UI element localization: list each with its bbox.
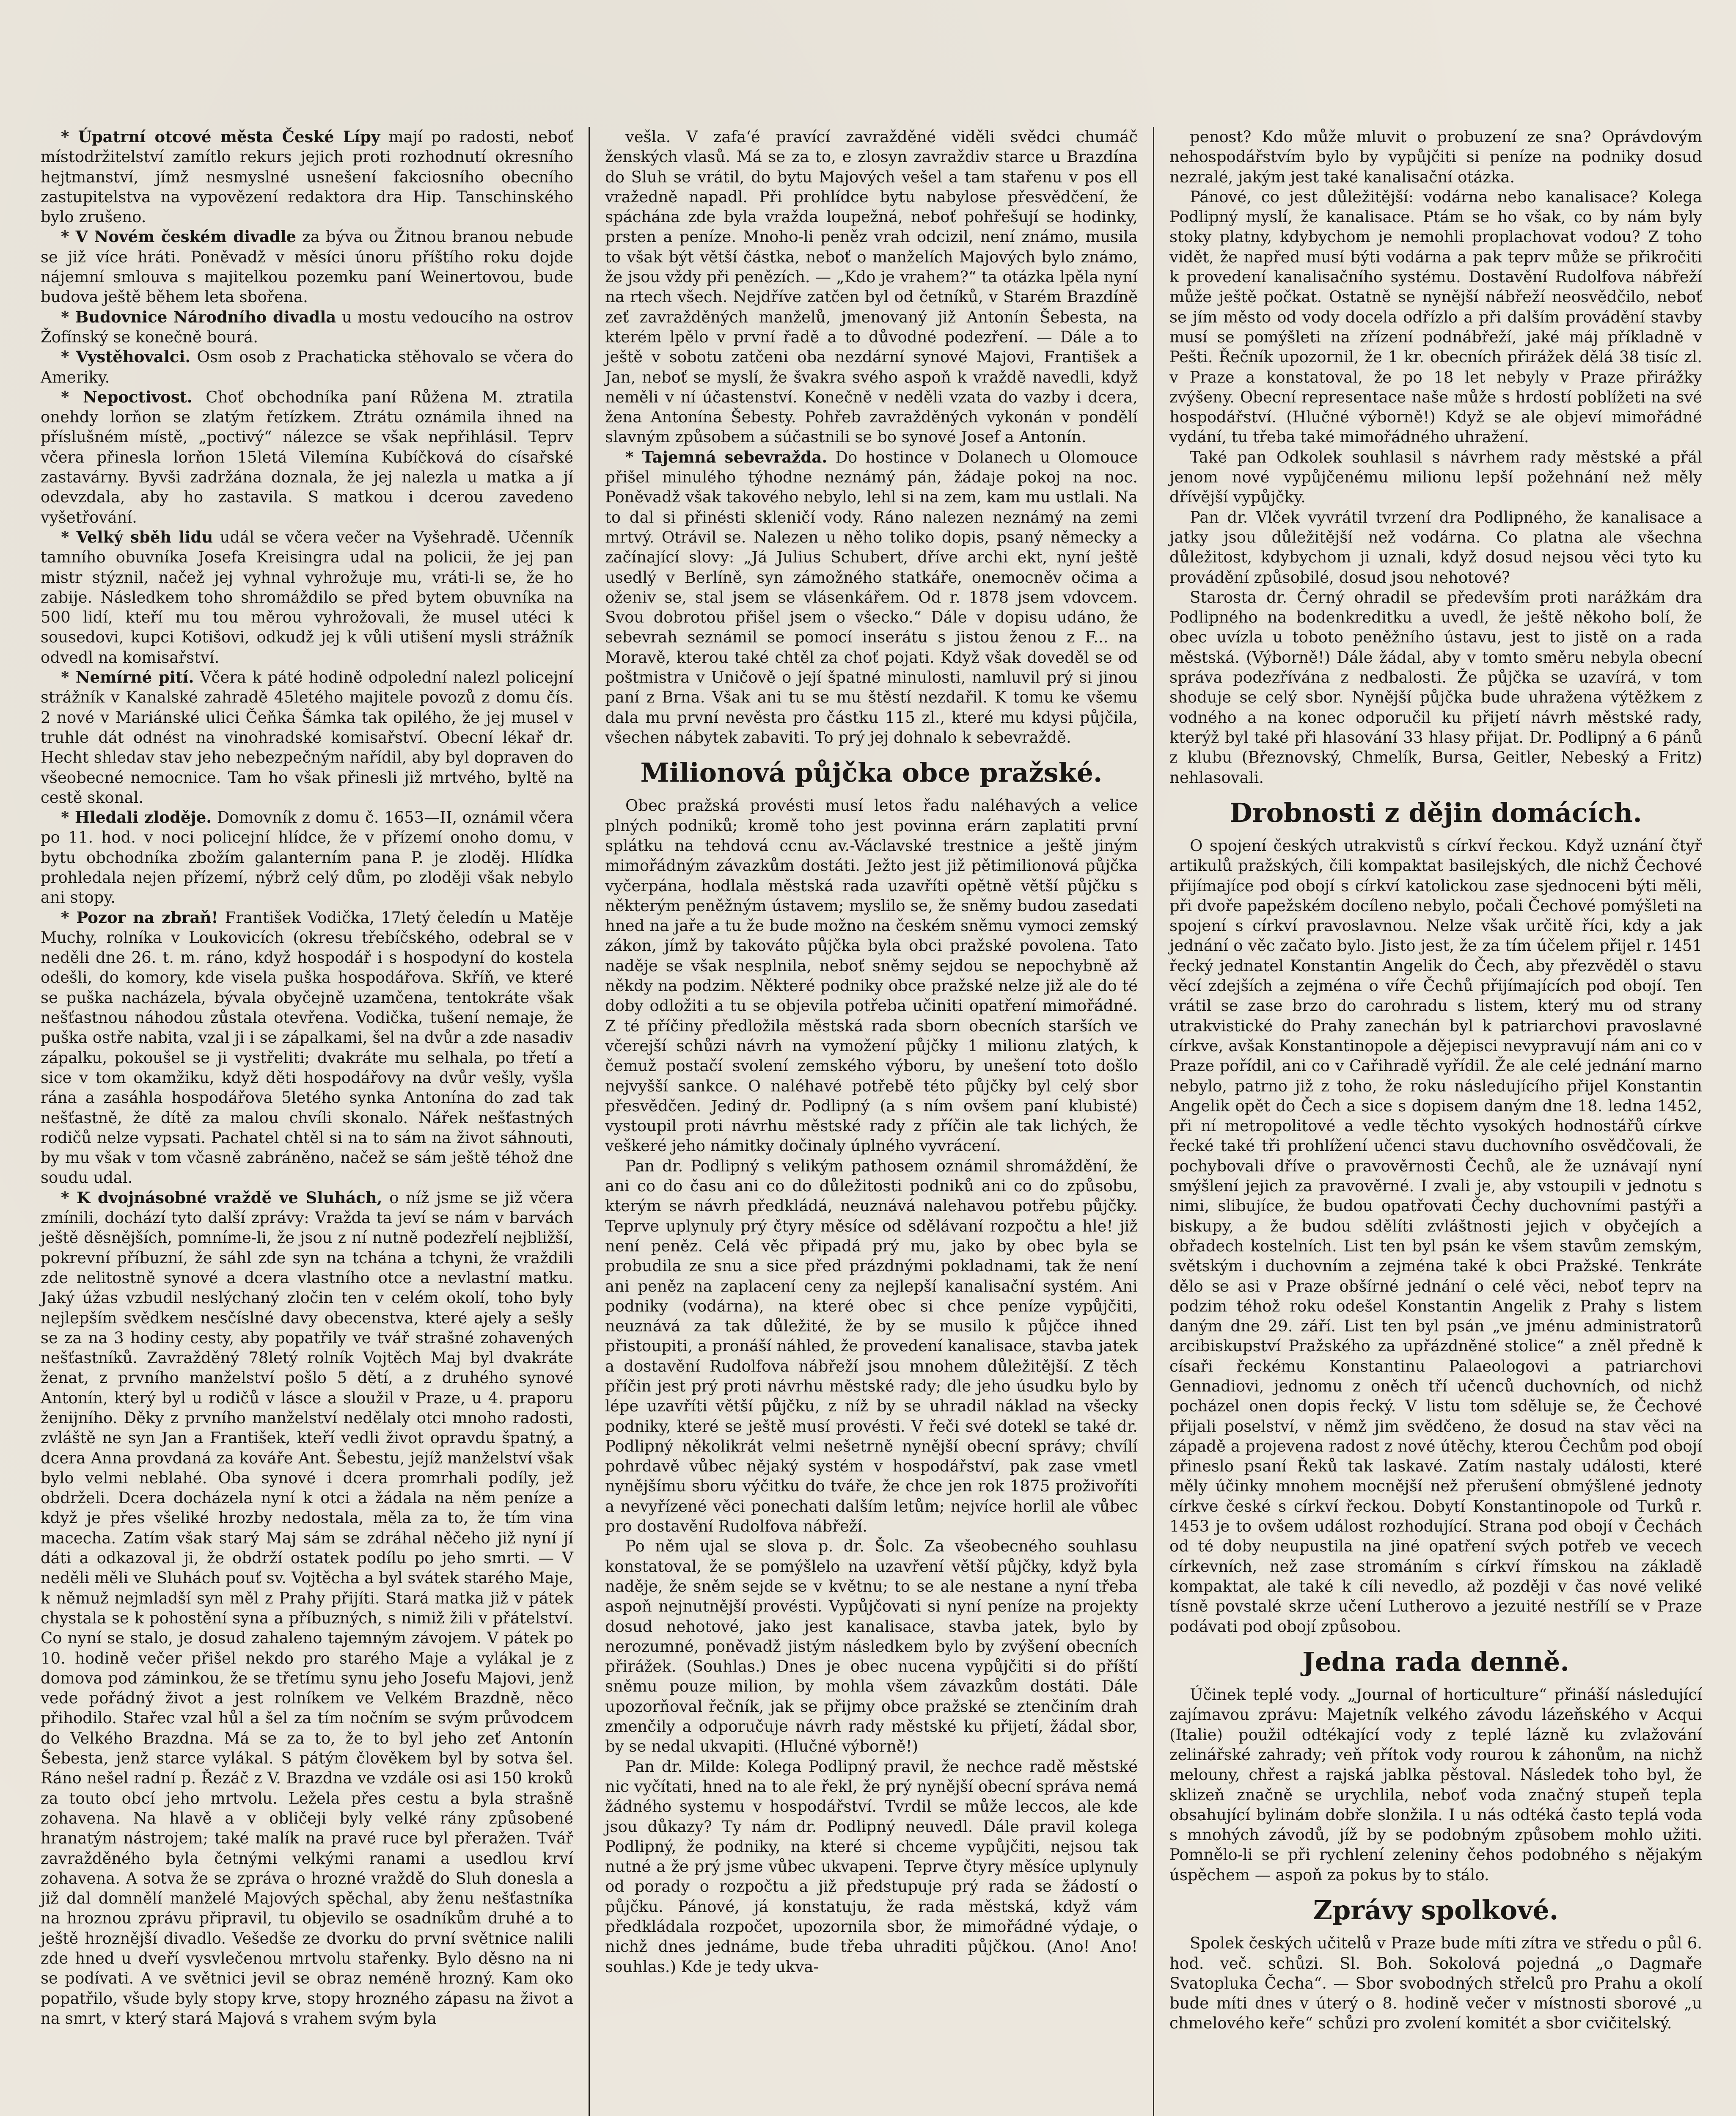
- news-paragraph: [41, 527, 573, 667]
- paragraph-lead: * Budovnice Národního divadla: [61, 307, 336, 326]
- paragraph-lead: * Velký sběh lidu: [61, 527, 213, 546]
- paragraph-lead: * Nemírné pití.: [61, 668, 194, 687]
- news-paragraph: [605, 447, 1138, 747]
- paragraph-lead: * Vystěhovalci.: [61, 347, 191, 366]
- paragraph-lead: * Úpatrní otcové města České Lípy: [61, 127, 380, 146]
- paragraph-lead: * Tajemná sebevražda.: [625, 447, 828, 466]
- paragraph-text: penost? Kdo může mluvit o probuzení ze sna? Oprávdovým nehospodářstvím bylo by vypůjčiti si peníze na podniky dosud nezralé, jakým jest také kanalisační otázka.: [1169, 128, 1702, 186]
- section-title-drobnosti: Drobnosti z dějin domácích.: [1230, 797, 1642, 828]
- paragraph-text: o níž jsme se již včera zmínili, dochází tyto další zprávy: Vražda ta jeví se nám v barvách ještě děsnějších, pomníme-li, že jsou z ní nutně podezřelí nejbližší, pokrevní příbuzní, že sáhl zde syn na tchána a tchyni, že vraždili zde nelitostně synové a dcera vlastního otce a nevlastní matku. Jaký úžas vzbudil neslýchaný zločin ten v celém okolí, toho byly nejlepším svědkem nesčíslné davy obecenstva, které ajely a sešly se za na 3 hodiny cesty, aby popatřily ve tvář strašné zohavených nešťastníků. Zavražděný 78letý rolník Vojtěch Maj byl dvakráte ženat, z prvního manželství pošlo 5 dětí, a z druhého synové Antonín, který byl u rodičů v lásce a sloužil v Praze, u 4. praporu ženijního. Děky z prvního manželství nedělaly otci mnoho radosti, zvláště ne syn Jan a František, kteří vedli život opravdu špatný, a dcera Anna provdaná za kováře Ant. Šebestu, jejíž manželství však bylo velmi neblahé. Oba synové i dcera promrhali podíly, jež obdrželi. Dcera docházela nyní k otci a žádala na něm peníze a když je přes všeliké hrozby nedostala, měla za to, že tím vina macecha. Zatím však starý Maj sám se zdráhal něčeho již nyní jí dáti a odkazoval ji, že obdrží ostatek podílu po jeho smrti. — V neděli měli ve Sluhách pouť sv. Vojtěcha a byl svátek starého Maje, k němuž nejmladší syn měl z Prahy přijíti. Stará matka již v pátek chystala se k pohostění syna a příbuzných, s nimiž žili v přátelství. Co nyní se stalo, je dosud zahaleno tajemným závojem. V pátek po 10. hodině večer přišel nekdo pro starého Maje a vylákal je z domova pod záminkou, že se třetímu synu jeho Josefu Majovi, jenž vede pořádný život a jest rolníkem ve Velkém Brazdně, něco přihodilo. Stařec vzal hůl a šel za tím nočním se svým průvodcem do Velkého Brazdna. Má se za to, že to byl jeho zeť Antonín Šebesta, jenž starce vylákal. S pátým člověkem byl by sotva šel. Ráno nešel radní p. Řezáč z V. Brazdna ve vzdále osi asi 150 kroků za touto obcí jeho mrtvolu. Ležela přes cestu a byla strašně zohavena. Na hlavě a v obličeji byly velké rány způsobené hranatým nástrojem; také malík na pravé ruce byl přeražen. Tvář zavražděného byla četnými velkými ranami a usedlou krví zohavena. A sotva že se zpráva o hrozné vraždě do Sluh donesla a již dal domnělí manželé Majových spěchal, aby ženu nešťastníka na hroznou zprávu připravil, tu objevilo se osadníkům druhé a to ještě hroznější divadlo. Vešedše ze dvorku do první světnice nalili zde hned u dveří vysvlečenou mrtvolu stařenky. Bylo děsno na ni se podívati. A ve světnici jevil se obraz neméně hrozný. Kam oko popatřilo, všude byly stopy krve, stopy hrozného zápasu na život a na smrt, v který stará Majová s vrahem svým byla: [41, 1188, 573, 2028]
- paragraph-text: za býva ou Žitnou branou nebude se již více hráti. Poněvadž v měsíci únoru příštího roku dojde nájemní smlouva s majitelkou pozemku paní Weinertovou, bude budova ještě během leta sbořena.: [41, 228, 573, 306]
- paragraph-text: vešla. V zafa‘é pravící zavražděné viděli svědci chumáč ženských vlasů. Má se za to, e zlosyn zavraždiv starce u Brazdína do Sluh se vrátil, do bytu Majových vešel a tam stařenu v pos ell vražedně napadl. Při prohlídce bytu nabylose přesvědčení, že spáchána zde byla vražda loupežná, neboť pohřešují se hodinky, prsten a peníze. Mnoho-li peněz vrah odcizil, není známo, musila to však být větší částka, neboť o manželích Majových bylo známo, že jsou vždy při penězích. — „Kdo je vrahem?“ ta otázka lpěla nyní na rtech všech. Nejdříve zatčen byl od četníků, v Starém Brazdíně zeť zavražděných manželů, jmenovaný již Antonín Šebesta, na kterém lpělo v první řadě a to důvodné podezření. — Dále a to ještě v sobotu zatčeni oba nezdární synové Majovi, František a Jan, neboť se myslí, že švakra svého aspoň k vraždě navedli, když neměli v ní účastenství. Konečně v neděli vzata do vazby i dcera, žena Antonína Šebesty. Pohřeb zavražděných vykonán v pondělí slavným způsobem a súčastnili se bo synové Josef a Antonín.: [605, 128, 1138, 446]
- news-paragraph: [41, 1188, 573, 2028]
- paragraph-text: mají po radosti, neboť místodržitelství zamítlo rekurs jejich proti rozhodnutí okresního hejtmanství, jímž nesmyslné usnešení fakciosního obecního zastupitelstva na vypovězení redaktora dra Hip. Tanschinského bylo zrušeno.: [41, 128, 573, 226]
- news-paragraph: [41, 667, 573, 807]
- news-paragraph: [41, 347, 573, 387]
- news-paragraph: [1169, 587, 1702, 788]
- news-paragraph: [1169, 187, 1702, 447]
- paragraph-lead: * Nepoctivost.: [61, 387, 193, 406]
- paragraph-text: Pan dr. Podlipný s velikým pathosem oznámil shromáždění, že ani co do času ani co do důležitosti podniků ani co do způsobu, kterým se návrh předkládá, neuznává nalehavou potřebu půjčky. Teprve uplynuly prý čtyry měsíce od sdělávaní rozpočtu a hle! již není peněz. Celá věc připadá prý mu, jako by obec byla se probudila ze snu a sice před prázdnými pokladnami, tak že není ani peněz na zaplacení ceny za nejlepší kanalisační systém. Ani podniky (vodárna), na které obec si chce peníze vypůjčiti, neuznává za tak důležité, že by se musilo k půjčce ihned přistoupiti, a pronáší náhled, že provedení kanalisace, stavba jatek a dostavění Rudolfova nábřeží jsou mnohem důležitější. Z těch příčin jest prý proti návrhu městské rady; dle jeho úsudku bylo by lépe uzavříti větší půjčku, z níž by se uhradil náklad na všecky podniky, které se ještě musí provésti. V řeči své dotekl se také dr. Podlipný několikrát velmi nešetrně nynější obecní správy; chvílí pohrdavě vůbec nějaký systém v hospodářství, pak zase vmetl nynějšímu sboru výčitku do tváře, že chce jen rok 1875 proživoříti a nevyřízené věci ponechati dalším letům; nejvíce horlil ale vůbec pro dostavění Rudolfova nábřeží.: [605, 1157, 1138, 1536]
- news-paragraph: [41, 387, 573, 527]
- news-paragraph: [41, 908, 573, 1188]
- paragraph-text: Také pan Odkolek souhlasil s návrhem rady městské a přál jenom nové vypůjčenému milionu lepší požehnání než měly dřívější vypůjčky.: [1169, 448, 1702, 507]
- news-paragraph: [605, 127, 1138, 447]
- article-title-milionova-pujcka: Milionová půjčka obce pražské.: [640, 757, 1103, 788]
- news-paragraph: [605, 1536, 1138, 1756]
- news-paragraph: [605, 1757, 1138, 1977]
- news-paragraph: [1169, 447, 1702, 507]
- paragraph-lead: * K dvojnásobné vraždě ve Sluhách,: [61, 1188, 382, 1207]
- paragraph-text: Starosta dr. Černý ohradil se především proti narážkám dra Podlipného na bodenkreditku a uvedl, že ještě někoho bolí, že obec uvízla u toboto peněžního ústavu, jest to jistě on a rada městská. (Výborně!) Dále žádal, aby v tomto směru nebyla obecní správa podezřívána z nedbalosti. Že půjčka se uzavírá, v tom shoduje se celý sbor. Nynější půjčka bude uhražena výtěžkem z vodného a na konec odporučil ku přijetí návrh městské rady, kterýž byl také při hlasování 33 hlasy přijat. Dr. Podlipný a 6 pánů z klubu (Březnovský, Chmelík, Bursa, Geitler, Nebeský a Fritz) nehlasovali.: [1169, 588, 1702, 787]
- paragraph-text: Pan dr. Vlček vyvrátil tvrzení dra Podlipného, že kanalisace a jatky jsou důležitější než vodárna. Co platna ale všechna důležitost, kdybychom ji uznali, když dosud nejsou věci tyto ku provádění způsobilé, dosud jsou nehotové?: [1169, 508, 1702, 587]
- column-3: [1153, 127, 1711, 2116]
- paragraph-text: Účinek teplé vody. „Journal of horticulture“ přináší následující zajímavou zprávu: Majetník velkého závodu lázeňského v Acqui (Italie) použil odtékající vody z teplé lázně ku zvlažování zelinářské zahrady; veň přítok vody rourou k záhonům, na nichž melouny, chřest a rajská jablka pěstoval. Následek toho byl, že sklizeň značně se urychlila, neboť voda značný stupeň tepla obsahující bylinám dobře slonžila. I u nás odtéká často teplá voda s mnohých závodů, jíž by se podobným způsobem mohlo užiti. Pomnělo-li se při rychlení zeleniny čehos podobného s nějakým úspěchem — aspoň za pokus by to stálo.: [1169, 1686, 1702, 1884]
- section-title-jedna-rada: Jedna rada denně.: [1302, 1646, 1569, 1677]
- column-1: [25, 127, 589, 2116]
- paragraph-text: František Vodička, 17letý čeledín u Matěje Muchy, rolníka v Loukovicích (okresu třebíčského, odebral se v neděli dne 26. t. m. ráno, když hospodář i s hospodyní do kostela odešli, do komory, kde visela puška hospodářova. Skříň, ve které se puška nacházela, bývala obyčejně uzamčena, tentokráte však nešťastnou náhodou zůstala otevřena. Vodička, tušení nemaje, že puška ostře nabita, vzal ji i se zápalkami, šel na dvůr a zde nasadiv zápalku, pokoušel se ji vystřeliti; dvakráte mu selhala, po třetí a sice v tom okamžiku, když děti hospodářovy na dvůr vešly, vyšla rána a zasáhla hospodářova 5letého synka Antonína do zad tak nešťastně, že dítě za malou chvíli skonalo. Nářek nešťastných rodičů nelze vypsati. Pachatel chtěl si na to sám na život sáhnouti, by mu však v tom včasně zabráněno, načež se sám ještě téhož dne soudu udal.: [41, 908, 573, 1187]
- paragraph-text: Spolek českých učitelů v Praze bude míti zítra ve středu o půl 6. hod. več. schůzi. Sl. Boh. Sokolová pojedná „o Dagmaře Svatopluka Čecha“. — Sbor svobodných střelců pro Prahu a okolí bude míti dnes v úterý o 8. hodině večer v místnosti sborové „u chmelového keře“ schůzi pro zvolení komitét a sbor cvičitelský.: [1169, 1934, 1702, 2033]
- paragraph-text: Osm osob z Prachaticka stěhovalo se včera do Ameriky.: [41, 348, 573, 386]
- paragraph-text: O spojení českých utrakvistů s církví řeckou. Když uznání čtyř artikulů pražských, čili kompaktat basilejských, dle nichž Čechové přijímajíce pod obojí s církví katolickou zase sjednoceni býti měli, při dvoře papežském docíleno nebylo, počali Čechové pomýšleti na spojení s církví pravoslavnou. Nelze však určitě říci, kdy a jak jednání o věc začato bylo. Jisto jest, že za tím účelem přijel r. 1451 řecký jednatel Konstantin Angelik do Čech, aby přezvěděl o stavu věcí zdejších a zejména o víře Čechů přijímajících pod obojí. Ten vrátil se zase brzo do carohradu s listem, který mu od strany utrakvistické do Prahy zanechán byl k patriarchovi pravoslavné církve, avšak Konstantinopole a dějepisci nevypravují nám ani co v Praze pořídil, ani co v Cařihradě vyřídil. Že ale celé jednání marno nebylo, patrno již z toho, že roku následujícího přijel Konstantin Angelik opět do Čech a sice s dopisem daným dne 18. ledna 1452, při ní metropolitové a vedle těchto vysokých hodnostářů církve řecké také tři prohlížení učenci stavu duchovního osvědčovali, že pochybovali dříve o pravověrnosti Čechů, ale že uznávají nyní smýšlení jejich za pravověrné. I zvali je, aby vstoupili v jednotu s nimi, slibujíce, že budou opatřovati Čechy duchovními pastýři a biskupy, a že budou sdělíti zvláštnosti jejich v obyčejích a obřadech kostelních. List ten byl psán ke všem stavům zemským, světským i duchovním a zejména také k obci Pražské. Tenkráte dělo se asi v Praze obšírné jednání o celé věci, neboť teprv na podzim téhož roku odešel Konstantin Angelik z Prahy s listem daným dne 29. září. List ten byl psán „ve jménu administratorů arcibiskupství Pražského za upřázdněné stolice“ a zněl předně k císaři řeckému Konstantinu Palaeologovi a patriarchovi Gennadiovi, jednomu z oněch tří učenců duchovních, od nichž pocházel onen dopis řecký. V listu tom sděluje se, že Čechové přijali poselství, v němž jim svědčeno, že dosud na stav věci na západě a projevena radost z nové útěchy, kterou Čechům pod obojí přineslo psaní Řeků tak laskavé. Zatím nastaly události, které měly účinky mnohem mocnější než přerušení obmýšlené jednoty církve české s církví řeckou. Dobytí Konstantinopole od Turků r. 1453 je to ovšem událost rozhodující. Strana pod obojí v Čechách od té doby neupustila na jiné opatření svých potřeb ve vecech církevních, než zase strománím s církví římskou na základě kompaktat, ale také k cíli nevedlo, až později v čas nové veliké tísně povstalé skrze učení Lutherovo a jezuité nestřílí se v Praze podávati pod obojí způsobou.: [1169, 836, 1702, 1636]
- paragraph-text: Choť obchodníka paní Růžena M. ztratila onehdy lorňon se zlatým řetízkem. Ztrátu oznámila ihned na příslušném místě, „poctivý“ nálezce se však nepřihlásil. Teprv včera přinesla lorňon 15letá Vilemína Kubíčková do císařské zastavárny. Byvši zadržána doznala, že jej nalezla u matka a jí odevzdala, aby ho zastavila. S matkou i dcerou zavedeno vyšetřování.: [41, 388, 573, 526]
- columns: [25, 127, 1711, 2116]
- paragraph-text: Obec pražská provésti musí letos řadu naléhavých a velice plných podniků; kromě toho jest povinna erárn zaplatiti první splátku na tehdová ccnu av.-Václavské trestnice a ještě jiným mimořádným závazkům dostáti. Ježto jest již pětimilionová půjčka vyčerpána, hodlala městská rada uzavříti opětně větší půjčku s některým peněžným ústavem; myslilo se, že sněmy budou zasedati hned na jaře a tu že bude možno na českém sněmu vymoci zemský zákon, jímž by takováto půjčka byla obci pražské povolena. Tato naděje se však nesplnila, neboť sněmy sejdou se nepochybně až někdy na podzim. Některé podniky obce pražské nelze již ale do té doby odložiti a tu se objevila potřeba učiniti opatření mimořádné. Z té příčiny předložila městská rada sborn obecních starších ve včerejší schůzi návrh na vymožení půjčky 1 milionu zlatých, k čemuž postačí svolení zemského výboru, by unešení toto došlo nejvyšší sankce. O naléhavé potřebě této půjčky byl celý sbor přesvědčen. Jediný dr. Podlipný (a s ním ovšem paní klubisté) vystoupil proti návrhu městské rady z příčin ale tak lichých, že veškeré jeho námitky dočinaly úplného vyvrácení.: [605, 796, 1138, 1155]
- paragraph-text: udál se včera večer na Vyšehradě. Učenník tamního obuvníka Josefa Kreisingra udal na policii, že jej pan mistr stýznil, načež jej vyhnal vyhrožuje mu, vráti-li se, že ho zabije. Následkem toho shromáždilo se před bytem obuvníka na 500 lidí, kteří mu tou měrou vyhrožovali, že musel utéci k sousedovi, kupci Kotišovi, odkudž jej k vůli utišení mysli strážník odvedl na komisařství.: [41, 528, 573, 667]
- paragraph-text: Včera k páté hodině odpolední nalezl policejní strážník v Kanalské zahradě 45letého majitele povozů z domu čís. 2 nové v Mariánské ulici Čeňka Šámka tak opilého, že jej musel v truhle dát odnést na vinohradské komisařství. Obecní lékař dr. Hecht shledav stav jeho nebezpečným nařídil, aby byl dopraven do všeobecné nemocnice. Tam ho však přinesli již mrtvého, byltě na cestě skonal.: [41, 668, 573, 807]
- news-paragraph: [605, 1156, 1138, 1537]
- paragraph-lead: * Hledali zloděje.: [61, 808, 212, 827]
- paragraph-text: Pánové, co jest důležitější: vodárna nebo kanalisace? Kolega Podlipný myslí, že kanalisace. Ptám se ho však, co by nám byly stoky platny, kdybychom je nemohli proplachovat vodou? Z toho vidět, že napřed musí býti vodárna a pak teprv může se přikročiti k provedení kanalisačního systému. Dostavění Rudolfova nábřeží může ještě počkat. Ostatně se nynější nábřeží neosvědčilo, neboť se jím město od vody docela odřízlo a při dalším provádění stavby musí se pomýšleti na zřízení podnábřeží, jaké máj příkladně v Pešti. Řečník upozornil, že 1 kr. obecních přirážek dělá 38 tisíc zl. v Praze a konstatoval, že po 18 let nebyly v Praze přirážky zvýšeny. Obecní representace naše může s hrdostí poblížeti na své hospodářství. (Hlučné výborně!) Když se ale objeví mimořádné vydání, tu třeba také mimořádného uhražení.: [1169, 187, 1702, 446]
- paragraph-text: Domovník z domu č. 1653—II, oznámil včera po 11. hod. v noci policejní hlídce, že v přízemí onoho domu, v bytu obchodníka zbožím galanterním pana P. je zloděj. Hlídka prohledala nejen přízemí, nýbrž celý dům, po zloději však nebylo ani stopy.: [41, 808, 574, 907]
- news-paragraph: [605, 796, 1138, 1156]
- news-paragraph: [41, 307, 573, 347]
- paragraph-lead: * V Novém českém divadle: [61, 227, 297, 246]
- news-paragraph: [1169, 1685, 1702, 1885]
- news-paragraph: [1169, 507, 1702, 587]
- paragraph-text: Pan dr. Milde: Kolega Podlipný pravil, že nechce radě městské nic vyčítati, hned na to ale řekl, že prý nynější obecní správa nemá žádného systemu v hospodářství. Tvrdil se může leccos, ale kde jsou důkazy? Ty nám dr. Podlipný neuvedl. Dále pravil kolega Podlipný, že podniky, na které si chceme vypůjčiti, nejsou tak nutné a že prý jsme vůbec ukvapeni. Teprve čtyry měsíce uplynuly od porady o rozpočtu a již předstupuje prý rada se žádostí o půjčku. Pánové, já konstatuju, že rada městská, když vám předkládala rozpočet, upozornila sbor, že mimořádné výdaje, o nichž dnes jednáme, bude třeba uhraditi půjčkou. (Ano! Ano! souhlas.) Kde je tedy ukva-: [605, 1757, 1138, 1976]
- news-paragraph: [41, 807, 573, 907]
- column-2: [589, 127, 1153, 2116]
- news-paragraph: [41, 227, 573, 307]
- news-paragraph: [1169, 836, 1702, 1637]
- news-paragraph: [1169, 127, 1702, 187]
- section-title-zpravy-spolkove: Zprávy spolkové.: [1313, 1895, 1559, 1926]
- paragraph-lead: * Pozor na zbraň!: [61, 908, 218, 927]
- paragraph-text: Do hostince v Dolanech u Olomouce přišel minulého týhodne neznámý pán, žádaje pokoj na noc. Poněvadž však takového nebylo, lehl si na zem, kam mu ustlali. Na to dal si přinésti skleničí vody. Ráno nalezen neznámý na zemi mrtvý. Otrávil se. Nalezen u něho tolikо dopis, psaný německy a začínající slovy: „Já Julius Schubert, dříve archi ekt, nyní ještě usedlý v Berlíně, syn zámožného statkáře, onemocněv očima a oženiv se, stal jsem se vlásenkářem. Od r. 1878 jsem vdovcem. Svou dobrotou přišel jsem o všecko.“ Dále v dopisu udáno, že sebevrah seznámil se pomocí inserátu s jistou ženou z F... na Moravě, kterou také chtěl za choť pojati. Když však doveděl se od poštmistra v Uničově o její špatné minulosti, namluvil prý si jinou paní z Brna. Však ani tu se mu štěstí nezdařil. K tomu ke všemu dala mu první nevěsta pro částku 115 zl., které mu kdysi půjčila, všechen nábytek zabaviti. To prý jej dohnalo k sebevraždě.: [605, 448, 1138, 747]
- news-paragraph: [1169, 1933, 1702, 2033]
- news-paragraph: [41, 127, 573, 227]
- paragraph-text: Po něm ujal se slova p. dr. Šolc. Za všeobecného souhlasu konstatoval, že se pomýšlelo na uzavření větší půjčky, když byla naděje, že sněm sejde se v květnu; to se ale nestane a nyní třeba aspoň nejnutnější provésti. Vypůjčovati si nyní peníze na projekty dosud nehotové, jako jest kanalisace, stavba jatek, bylo by nerozumné, poněvadž jistým následkem bylo by zvýšení obecních přirážek. (Souhlas.) Dnes je obec nucena vypůjčiti si do příští sněmu pouze milion, by mohla všem závazkům dostáti. Dále upozorňoval řečník, jak se přijmy obce pražské se ztenčiním drah zmenčily a odporučuje návrh rady městské ku přijetí, žádal sbor, by se nedal ukvapiti. (Hlučné výborně!): [605, 1537, 1138, 1756]
- paragraph-text: u mostu vedoucího na ostrov Žofínský se konečně bourá.: [41, 308, 573, 346]
